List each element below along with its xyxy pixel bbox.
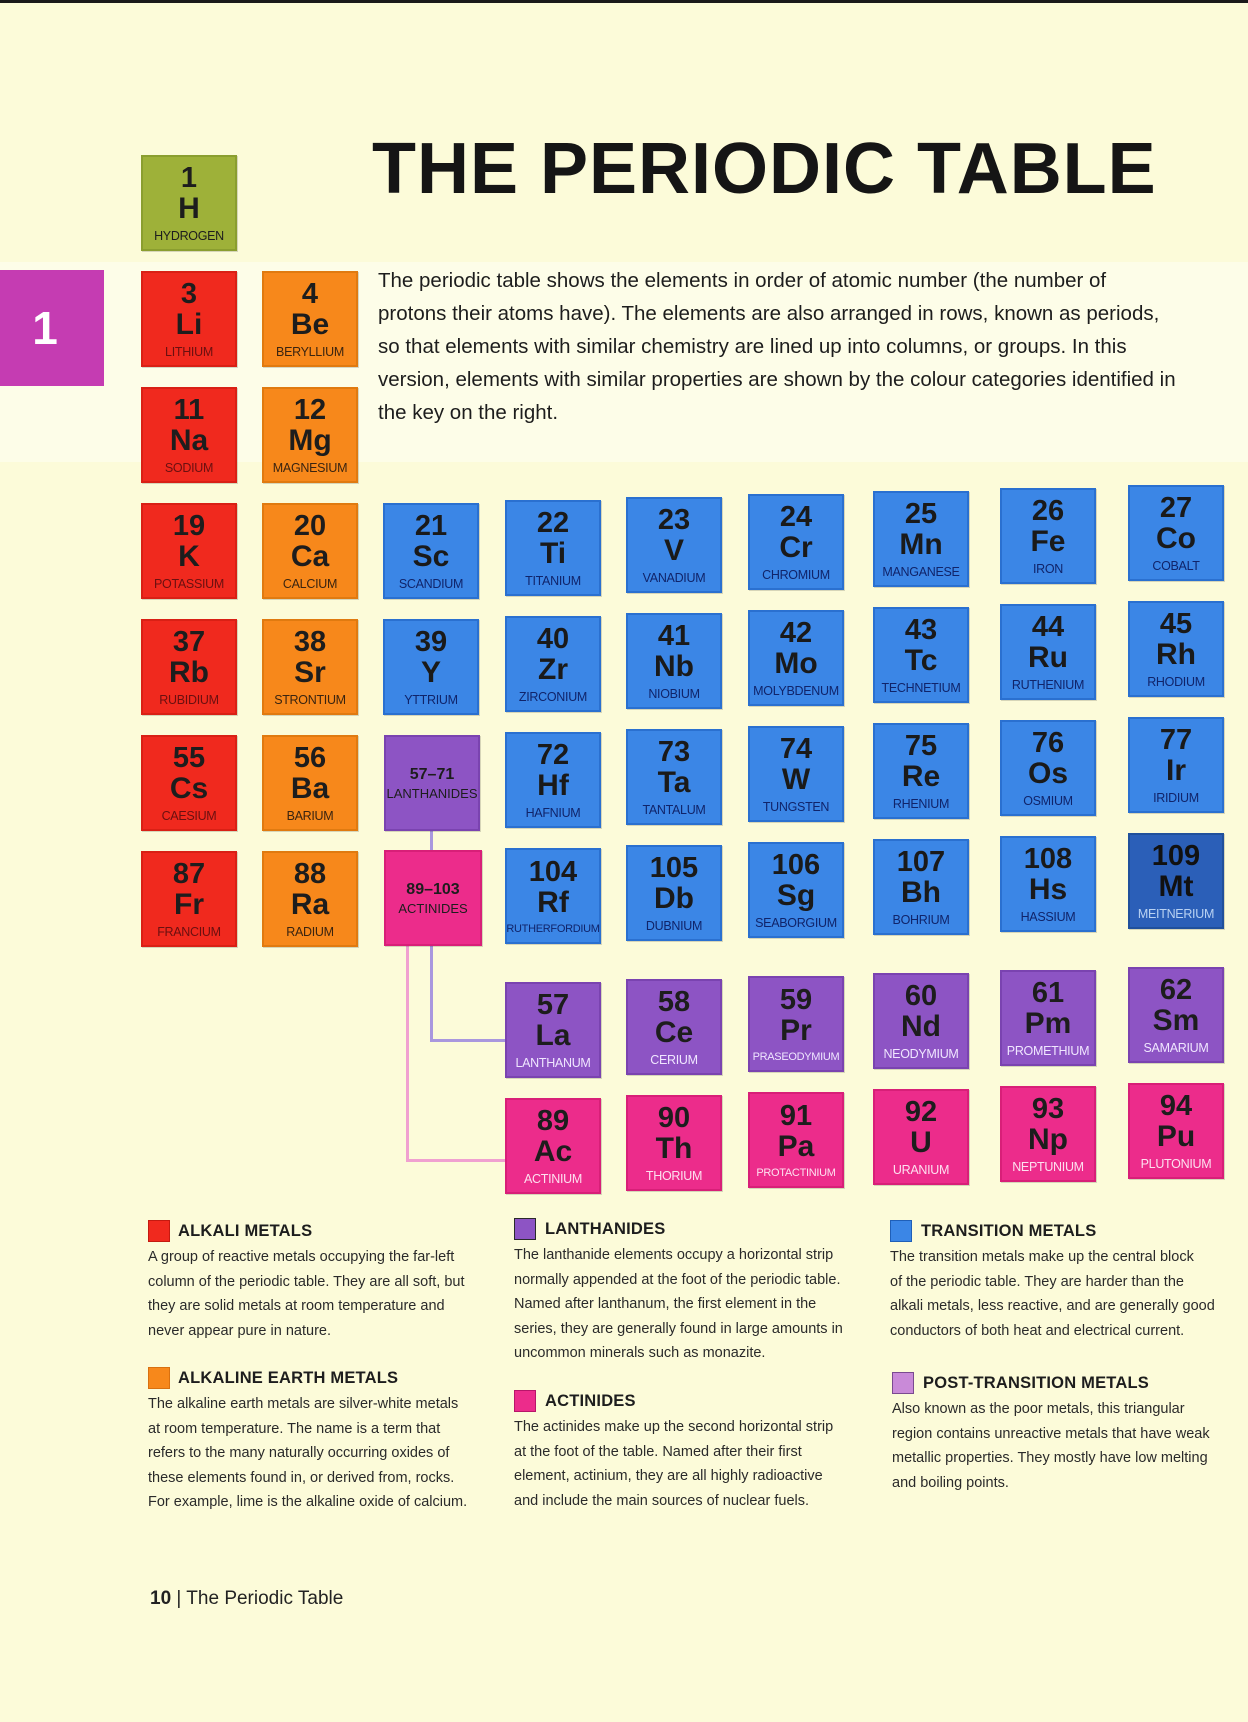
transition-title: TRANSITION METALS xyxy=(921,1222,1097,1240)
element-name: COBALT xyxy=(1152,558,1200,573)
element-dubnium xyxy=(626,845,722,941)
element-tantalum xyxy=(626,729,722,825)
element-symbol: Pr xyxy=(780,1013,812,1047)
element-neodymium xyxy=(873,973,969,1069)
lanthanides-description: The lanthanide elements occupy a horizontal strip normally appended at the foot of the periodic table. Named after lanthanum, the first element in the series, they are generally found in large amounts in uncommon minerals such as monazite. xyxy=(514,1247,843,1361)
element-name: NIOBIUM xyxy=(648,686,700,701)
lanthanides-title: LANTHANIDES xyxy=(545,1220,666,1238)
element-number: 109 xyxy=(1151,839,1201,872)
element-plutonium xyxy=(1128,1083,1224,1179)
element-name: NEPTUNIUM xyxy=(1012,1159,1084,1174)
lanthanides-range: 57–71 xyxy=(409,765,455,783)
element-francium xyxy=(141,851,237,947)
element-symbol: Ra xyxy=(290,887,330,921)
element-symbol: Fe xyxy=(1030,524,1066,558)
element-number: 25 xyxy=(904,497,938,530)
element-symbol: Cs xyxy=(169,771,209,805)
element-name: PROTACTINIUM xyxy=(756,1166,836,1179)
actinides-label: ACTINIDES xyxy=(398,900,468,916)
element-number: 88 xyxy=(293,857,327,890)
element-name: IRIDIUM xyxy=(1153,790,1199,805)
element-samarium xyxy=(1128,967,1224,1063)
element-name: VANADIUM xyxy=(642,570,706,585)
element-hafnium xyxy=(505,732,601,828)
element-number: 89 xyxy=(536,1104,570,1137)
alkali-swatch xyxy=(148,1220,170,1242)
element-symbol: Db xyxy=(654,881,694,915)
actinides-reference xyxy=(384,850,482,946)
element-number: 27 xyxy=(1159,491,1193,524)
element-symbol: Y xyxy=(420,655,441,689)
element-symbol: Pm xyxy=(1024,1006,1072,1040)
element-number: 40 xyxy=(536,622,570,655)
element-number: 23 xyxy=(657,503,691,536)
element-rhenium xyxy=(873,723,969,819)
element-name: ZIRCONIUM xyxy=(518,689,588,704)
element-name: OSMIUM xyxy=(1023,793,1073,808)
element-symbol: Fr xyxy=(174,887,204,921)
element-rhodium xyxy=(1128,601,1224,697)
element-name: TANTALUM xyxy=(642,802,706,817)
element-name: SEABORGIUM xyxy=(755,915,837,930)
alkali-title: ALKALI METALS xyxy=(178,1222,313,1240)
element-symbol: Th xyxy=(655,1131,693,1165)
intro-paragraph: The periodic table shows the elements in order of atomic number (the number of protons their atoms have). The elements are also arranged in rows, known as periods, so that elements with similar chemistry are lined up into columns, or groups. In this version, elements with similar properties are shown by the colour categories identified in the key on the right. xyxy=(378,269,1176,424)
element-name: LANTHANUM xyxy=(515,1055,591,1070)
element-symbol: Bh xyxy=(901,875,941,909)
element-symbol: Hf xyxy=(537,768,569,802)
actinides-range: 89–103 xyxy=(406,880,460,898)
element-symbol: Np xyxy=(1028,1122,1068,1156)
element-symbol: Re xyxy=(901,759,941,793)
element-sodium xyxy=(141,387,237,483)
element-titanium xyxy=(505,500,601,596)
actinides-swatch xyxy=(514,1390,536,1412)
element-name: IRON xyxy=(1032,561,1064,576)
element-number: 92 xyxy=(904,1095,938,1128)
element-number: 3 xyxy=(180,277,198,310)
element-potassium xyxy=(141,503,237,599)
element-strontium xyxy=(262,619,358,715)
element-name: MANGANESE xyxy=(882,564,960,579)
element-symbol: Sr xyxy=(294,655,326,689)
element-number: 41 xyxy=(657,619,691,652)
alkali-description: A group of reactive metals occupying the far-left column of the periodic table. They are all soft, but they are solid metals at room temperature and never appear pure in nature. xyxy=(148,1249,465,1339)
element-number: 19 xyxy=(172,509,206,542)
element-symbol: Pu xyxy=(1156,1119,1196,1153)
element-number: 62 xyxy=(1159,973,1193,1006)
element-number: 22 xyxy=(536,506,570,539)
element-caesium xyxy=(141,735,237,831)
element-bohrium xyxy=(873,839,969,935)
element-number: 106 xyxy=(771,848,821,881)
element-seaborgium xyxy=(748,842,844,938)
element-iridium xyxy=(1128,717,1224,813)
element-number: 26 xyxy=(1031,494,1065,527)
element-praseodymium xyxy=(748,976,844,1072)
element-number: 12 xyxy=(293,393,327,426)
element-number: 42 xyxy=(779,616,813,649)
element-name: TECHNETIUM xyxy=(881,680,961,695)
element-number: 37 xyxy=(172,625,206,658)
element-number: 87 xyxy=(172,857,206,890)
element-number: 108 xyxy=(1023,842,1073,875)
element-number: 91 xyxy=(779,1099,813,1132)
element-name: HYDROGEN xyxy=(154,228,224,243)
element-niobium xyxy=(626,613,722,709)
element-beryllium xyxy=(262,271,358,367)
element-thorium xyxy=(626,1095,722,1191)
element-number: 55 xyxy=(172,741,206,774)
post-transition-swatch xyxy=(892,1372,914,1394)
element-symbol: Ac xyxy=(533,1134,573,1168)
element-chromium xyxy=(748,494,844,590)
footer-separator: | xyxy=(176,1588,182,1609)
lanthanide-connector-h xyxy=(430,1039,508,1042)
element-name: CAESIUM xyxy=(161,808,217,823)
element-protactinium xyxy=(748,1092,844,1188)
element-name: RADIUM xyxy=(286,924,334,939)
element-symbol: Cr xyxy=(779,530,813,564)
element-name: DUBNIUM xyxy=(645,918,703,933)
element-symbol: Rf xyxy=(537,885,569,919)
element-number: 44 xyxy=(1031,610,1065,643)
lanthanides-reference xyxy=(384,735,480,831)
element-symbol: Na xyxy=(169,423,209,457)
footer-title: The Periodic Table xyxy=(186,1588,344,1609)
element-lithium xyxy=(141,271,237,367)
element-symbol: Ir xyxy=(1165,753,1186,787)
element-meitnerium xyxy=(1128,833,1224,929)
element-name: BOHRIUM xyxy=(892,912,950,927)
element-symbol: Rb xyxy=(169,655,209,689)
element-hydrogen xyxy=(141,155,237,251)
element-number: 4 xyxy=(301,277,319,310)
element-name: SAMARIUM xyxy=(1143,1040,1209,1055)
element-symbol: Mo xyxy=(774,646,818,680)
element-name: CALCIUM xyxy=(282,576,338,591)
element-symbol: K xyxy=(178,539,200,573)
element-name: ACTINIUM xyxy=(523,1171,582,1186)
element-number: 38 xyxy=(293,625,327,658)
element-name: PROMETHIUM xyxy=(1006,1043,1090,1058)
post-transition-description: Also known as the poor metals, this triangular region contains unreactive metals that have weak metallic properties. They mostly have low melting and boiling points. xyxy=(892,1401,1210,1491)
element-uranium xyxy=(873,1089,969,1185)
element-number: 77 xyxy=(1159,723,1193,756)
element-symbol: Sg xyxy=(776,878,816,912)
element-neptunium xyxy=(1000,1086,1096,1182)
alkaline-earth-title: ALKALINE EARTH METALS xyxy=(178,1369,399,1387)
element-name: TITANIUM xyxy=(525,573,581,588)
transition-description: The transition metals make up the central block of the periodic table. They are harder than the alkali metals, less reactive, and are generally good conductors of both heat and electrical current. xyxy=(890,1249,1215,1339)
element-name: SCANDIUM xyxy=(398,576,464,591)
element-symbol: Zr xyxy=(538,652,568,686)
lanthanides-label: LANTHANIDES xyxy=(386,785,478,801)
element-number: 74 xyxy=(779,732,813,765)
element-symbol: Rh xyxy=(1156,637,1196,671)
element-ruthenium xyxy=(1000,604,1096,700)
element-name: BERYLLIUM xyxy=(276,344,344,359)
element-number: 76 xyxy=(1031,726,1065,759)
element-yttrium xyxy=(383,619,479,715)
element-name: RUTHERFORDIUM xyxy=(506,922,600,935)
alkaline-earth-description: The alkaline earth metals are silver-white metals at room temperature. The name is a term that refers to the many naturally occurring oxides of these elements found in, or derived from, rocks. For example, lime is the alkaline oxide of calcium. xyxy=(148,1396,468,1510)
element-molybdenum xyxy=(748,610,844,706)
element-number: 90 xyxy=(657,1101,691,1134)
element-rubidium xyxy=(141,619,237,715)
element-name: CHROMIUM xyxy=(762,567,830,582)
element-number: 45 xyxy=(1159,607,1193,640)
element-scandium xyxy=(383,503,479,599)
page-number: 10 xyxy=(150,1588,172,1609)
element-zirconium xyxy=(505,616,601,712)
element-cerium xyxy=(626,979,722,1075)
page-title: THE PERIODIC TABLE xyxy=(372,129,1157,209)
element-name: PLUTONIUM xyxy=(1140,1156,1212,1171)
element-name: FRANCIUM xyxy=(157,924,221,939)
element-lanthanum xyxy=(505,982,601,1078)
element-symbol: Ti xyxy=(539,536,567,570)
element-number: 105 xyxy=(649,851,699,884)
element-symbol: H xyxy=(178,191,200,225)
element-symbol: Ru xyxy=(1028,640,1068,674)
element-vanadium xyxy=(626,497,722,593)
element-symbol: U xyxy=(910,1125,932,1159)
element-number: 104 xyxy=(528,855,578,888)
element-number: 94 xyxy=(1159,1089,1193,1122)
element-number: 1 xyxy=(180,161,198,194)
element-name: YTTRIUM xyxy=(404,692,458,707)
element-symbol: Ca xyxy=(290,539,330,573)
element-name: CERIUM xyxy=(650,1052,698,1067)
element-number: 58 xyxy=(657,985,691,1018)
element-number: 24 xyxy=(779,500,813,533)
transition-swatch xyxy=(890,1220,912,1242)
element-technetium xyxy=(873,607,969,703)
element-symbol: Hs xyxy=(1028,872,1068,906)
element-rutherfordium xyxy=(505,848,601,944)
element-name: POTASSIUM xyxy=(154,576,224,591)
element-symbol: Ce xyxy=(654,1015,694,1049)
element-number: 20 xyxy=(293,509,327,542)
element-symbol: Mn xyxy=(899,527,943,561)
element-cobalt xyxy=(1128,485,1224,581)
element-symbol: Tc xyxy=(904,643,938,677)
element-name: LITHIUM xyxy=(165,344,213,359)
element-number: 107 xyxy=(896,845,946,878)
element-name: RHENIUM xyxy=(892,796,950,811)
element-number: 57 xyxy=(536,988,570,1021)
element-symbol: Sm xyxy=(1152,1003,1200,1037)
element-symbol: Co xyxy=(1156,521,1196,555)
element-name: PRASEODYMIUM xyxy=(752,1050,840,1063)
element-magnesium xyxy=(262,387,358,483)
top-rule xyxy=(0,0,1248,3)
element-name: SODIUM xyxy=(164,460,214,475)
element-symbol: Li xyxy=(175,307,203,341)
element-number: 73 xyxy=(657,735,691,768)
element-symbol: Nd xyxy=(901,1009,941,1043)
element-name: MOLYBDENUM xyxy=(753,683,839,698)
element-hassium xyxy=(1000,836,1096,932)
element-symbol: W xyxy=(781,762,811,796)
element-number: 59 xyxy=(779,983,813,1016)
element-actinium xyxy=(505,1098,601,1194)
element-symbol: Mt xyxy=(1158,869,1194,903)
actinides-description: The actinides make up the second horizontal strip at the foot of the table. Named after their first element, actinium, they are all highly radioactive and include the main sources of nuclear fuels. xyxy=(514,1419,834,1509)
element-number: 56 xyxy=(293,741,327,774)
element-number: 43 xyxy=(904,613,938,646)
element-number: 72 xyxy=(536,738,570,771)
element-radium xyxy=(262,851,358,947)
element-name: NEODYMIUM xyxy=(883,1046,959,1061)
element-name: THORIUM xyxy=(645,1168,703,1183)
element-name: MAGNESIUM xyxy=(272,460,348,475)
element-symbol: Nb xyxy=(654,649,694,683)
element-name: MEITNERIUM xyxy=(1137,906,1215,921)
alkaline-earth-swatch xyxy=(148,1367,170,1389)
element-name: RUBIDIUM xyxy=(159,692,219,707)
actinide-connector xyxy=(406,944,409,1162)
element-name: STRONTIUM xyxy=(274,692,346,707)
lanthanides-swatch xyxy=(514,1218,536,1240)
element-symbol: La xyxy=(535,1018,571,1052)
element-calcium xyxy=(262,503,358,599)
element-name: RUTHENIUM xyxy=(1011,677,1085,692)
element-number: 21 xyxy=(414,509,448,542)
element-iron xyxy=(1000,488,1096,584)
actinides-title: ACTINIDES xyxy=(545,1392,636,1410)
element-symbol: Be xyxy=(290,307,330,341)
element-symbol: Ta xyxy=(657,765,691,799)
element-number: 61 xyxy=(1031,976,1065,1009)
element-name: URANIUM xyxy=(892,1162,950,1177)
element-osmium xyxy=(1000,720,1096,816)
element-symbol: Mg xyxy=(288,423,332,457)
element-symbol: V xyxy=(663,533,684,567)
element-name: HASSIUM xyxy=(1020,909,1076,924)
element-number: 11 xyxy=(173,393,205,426)
element-name: TUNGSTEN xyxy=(762,799,830,814)
element-number: 75 xyxy=(904,729,938,762)
element-name: HAFNIUM xyxy=(525,805,581,820)
chapter-tab: 1 xyxy=(0,270,104,386)
element-barium xyxy=(262,735,358,831)
element-number: 60 xyxy=(904,979,938,1012)
element-symbol: Pa xyxy=(777,1129,815,1163)
element-symbol: Os xyxy=(1027,756,1069,790)
post-transition-title: POST-TRANSITION METALS xyxy=(923,1374,1149,1392)
element-number: 39 xyxy=(414,625,448,658)
element-tungsten xyxy=(748,726,844,822)
element-symbol: Ba xyxy=(290,771,330,805)
element-name: RHODIUM xyxy=(1147,674,1205,689)
element-promethium xyxy=(1000,970,1096,1066)
page-footer xyxy=(150,1588,343,1610)
element-symbol: Sc xyxy=(412,539,450,573)
actinide-connector-h xyxy=(406,1159,508,1162)
element-manganese xyxy=(873,491,969,587)
element-number: 93 xyxy=(1031,1092,1065,1125)
element-name: BARIUM xyxy=(286,808,334,823)
